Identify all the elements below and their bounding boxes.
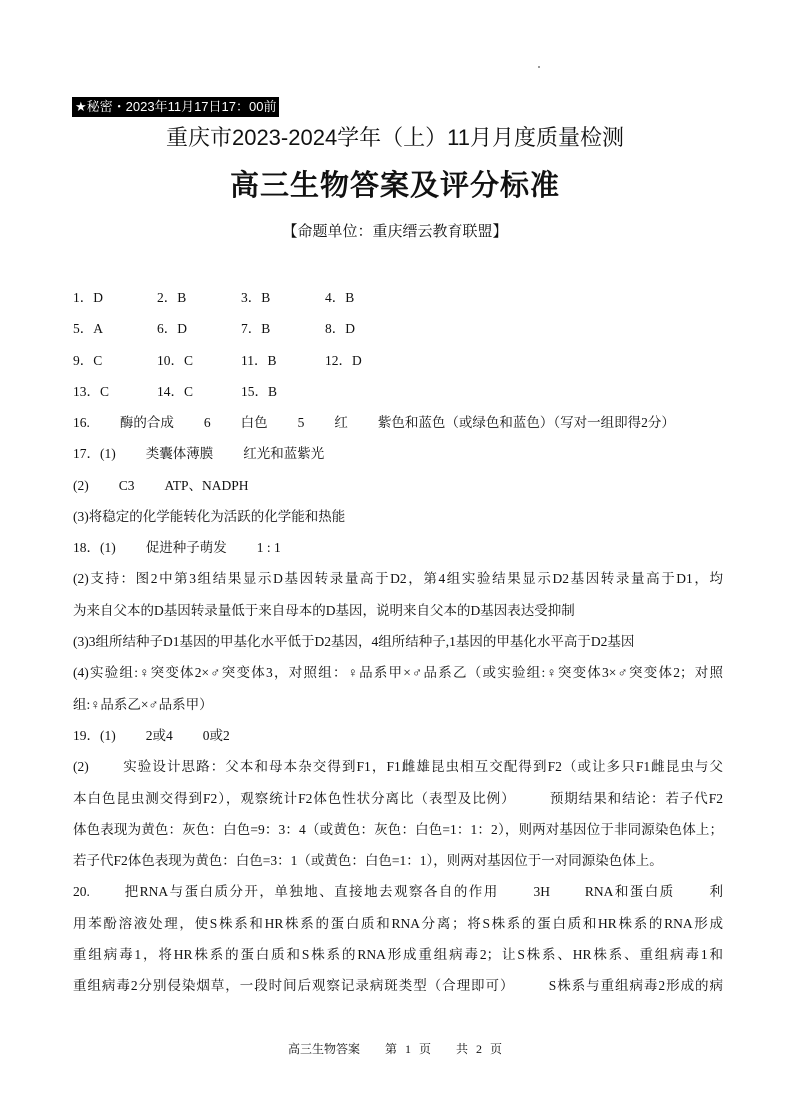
- answer-body: [73, 414, 723, 1009]
- answer-line: [73, 445, 723, 476]
- answer-text: 用苯酚溶液处理，使S株系和HR株系的蛋白质和RNA分离；将S株系的蛋白质和HR株系的RNA形成: [73, 915, 723, 931]
- answer-text: 把RNA与蛋白质分开，单独地、直接地去观察各自的作用: [124, 884, 499, 900]
- footer-doc-name: 高三生物答案: [287, 1042, 360, 1056]
- answer-line: [73, 602, 723, 633]
- answer-text: C3: [118, 477, 135, 493]
- answer-text: 组:♀品系乙×♂品系甲）: [73, 696, 213, 712]
- answer-text: 若子代F2体色表现为黄色：白色=3：1（或黄色：白色=1：1），则两对基因位于一对同源染色体上。: [73, 853, 663, 869]
- answer-text: ATP、NADPH: [164, 477, 249, 493]
- mcq-answer: 4．B: [325, 290, 355, 305]
- answer-text: (3)将稳定的化学能转化为活跃的化学能和热能: [73, 508, 346, 524]
- answer-text: RNA和蛋白质: [584, 884, 675, 900]
- answer-text: S株系与重组病毒2形成的病: [548, 978, 724, 994]
- answer-text: 红: [334, 415, 348, 430]
- answer-line: [73, 570, 723, 601]
- footer-total-pages: 2: [476, 1042, 483, 1056]
- footer-page-suffix: 页: [418, 1042, 431, 1056]
- answer-line: [73, 821, 723, 852]
- answer-text: (2): [73, 477, 89, 493]
- answer-text: 本白色昆虫测交得到F2），观察统计F2体色性状分离比（表型及比例）: [73, 790, 516, 806]
- answer-line: [73, 727, 723, 758]
- footer-page-prefix: 第: [384, 1042, 397, 1056]
- answer-text: 为来自父本的D基因转录量低于来自母本的D基因，说明来自父本的D基因表达受抑制: [73, 602, 575, 618]
- mcq-answer: 11．B: [241, 352, 277, 368]
- answer-line: [73, 758, 723, 789]
- answer-text: 18．(1): [73, 540, 116, 556]
- footer-total-suffix: 页: [490, 1042, 503, 1056]
- answer-text: 体色表现为黄色：灰色：白色=9：3：4（或黄色：灰色：白色=1：1：2），则两对基因位于非同源染色体上；: [73, 821, 723, 837]
- mcq-answer: 15．B: [241, 383, 278, 399]
- answer-text: 重组病毒1，将HR株系的蛋白质和S株系的RNA形成重组病毒2；让S株系、HR株系、重组病毒1和: [73, 947, 723, 963]
- mcq-answer: 1．D: [73, 290, 103, 305]
- answer-text: 预期结果和结论：若子代F2: [549, 790, 724, 806]
- answer-text: 类囊体薄膜: [145, 446, 214, 462]
- answer-line: [73, 852, 723, 883]
- mcq-row: [73, 320, 409, 351]
- mcq-answer: 6．D: [157, 321, 187, 337]
- footer-total-prefix: 共: [456, 1042, 469, 1056]
- answer-text: 重组病毒2分别侵染烟草，一段时间后观察记录病斑类型（合理即可）: [73, 978, 515, 994]
- answer-line: [73, 414, 723, 445]
- answer-line: [73, 477, 723, 508]
- answer-line: [73, 790, 723, 821]
- answer-text: 17．(1): [73, 446, 116, 462]
- page-title: 高三生物答案及评分标准: [229, 170, 560, 202]
- page-footer: [0, 1040, 790, 1057]
- answer-line: [73, 539, 723, 570]
- footer-page-number: 1: [404, 1042, 411, 1056]
- answer-line: [73, 977, 723, 1008]
- mcq-answer: 8．D: [325, 321, 355, 337]
- confidential-banner: ★秘密・2023年11月17日17：00前: [72, 97, 279, 117]
- answer-text: 实验设计思路：父本和母本杂交得到F1，F1雌雄昆虫相互交配得到F2（或让多只F1雌昆虫与父: [123, 759, 724, 775]
- speck: [538, 66, 540, 68]
- mcq-answer: 10．C: [157, 352, 194, 368]
- answer-text: 0或2: [202, 727, 230, 743]
- answer-text: 16.: [73, 415, 90, 430]
- multiple-choice-answers: [73, 289, 409, 414]
- mcq-answer: 14．C: [157, 383, 194, 399]
- answer-text: 1 : 1: [256, 540, 281, 556]
- answer-text: 19．(1): [73, 727, 116, 743]
- answer-text: 2或4: [145, 727, 173, 743]
- answer-line: [73, 633, 723, 664]
- answer-line: [73, 508, 723, 539]
- answer-text: 红光和蓝紫光: [243, 446, 325, 462]
- mcq-answer: 13．C: [73, 383, 110, 399]
- answer-text: 3H: [533, 884, 551, 900]
- mcq-answer: 7．B: [241, 321, 271, 337]
- answer-text: (3)3组所结种子D1基因的甲基化水平低于D2基因，4组所结种子,1基因的甲基化水平高于D2基因: [73, 634, 635, 650]
- answer-line: [73, 946, 723, 977]
- mcq-answer: 9．C: [73, 352, 103, 368]
- answer-text: (4)实验组:♀突变体2×♂突变体3，对照组：♀品系甲×♂品系乙（或实验组:♀突变体3×♂突变体2；对照: [73, 665, 723, 681]
- answer-text: 酶的合成: [119, 415, 174, 430]
- mcq-answer: 3．B: [241, 290, 271, 305]
- answer-text: 20.: [73, 884, 90, 900]
- issuing-unit: 【命题单位：重庆缙云教育联盟】: [282, 223, 508, 240]
- answer-line: [73, 696, 723, 727]
- mcq-answer: 5．A: [73, 321, 103, 337]
- mcq-row: [73, 383, 409, 414]
- exam-name: 重庆市2023-2024学年（上）11月月度质量检测: [165, 125, 625, 150]
- answer-text: 白色: [240, 415, 268, 430]
- mcq-answer: 2．B: [157, 290, 187, 305]
- answer-text: 5: [297, 415, 305, 430]
- answer-text: 促进种子萌发: [145, 540, 227, 556]
- answer-text: 利: [709, 884, 724, 900]
- answer-text: 紫色和蓝色（或绿色和蓝色）（写对一组即得2分）: [377, 415, 675, 430]
- answer-text: (2)支持：图2中第3组结果显示D基因转录量高于D2，第4组实验结果显示D2基因转录量高于D1，均: [73, 571, 723, 587]
- answer-text: (2): [73, 759, 89, 775]
- mcq-row: [73, 289, 409, 320]
- answer-line: [73, 664, 723, 695]
- mcq-row: [73, 352, 409, 383]
- answer-line: [73, 883, 723, 914]
- answer-line: [73, 915, 723, 946]
- mcq-answer: 12．D: [325, 352, 362, 368]
- answer-text: 6: [203, 415, 211, 430]
